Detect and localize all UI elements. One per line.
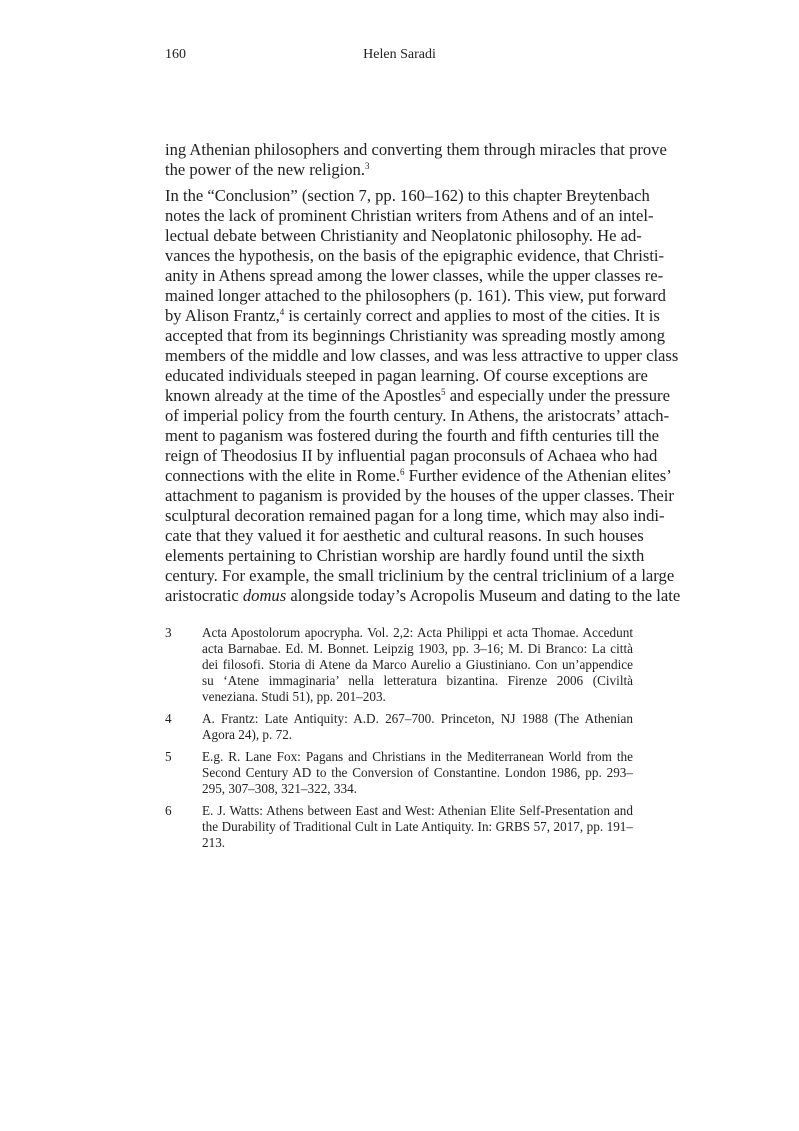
running-head: Helen Saradi [363, 47, 436, 62]
text-line: the power of the new religion.$^3$ [165, 160, 370, 179]
footnote-ref[interactable]: 6 [400, 467, 405, 477]
footnote-ref[interactable]: 5 [441, 387, 446, 397]
text-line: anity in Athens spread among the lower classes, while the upper classes re- [165, 266, 664, 285]
footnote-number: 4 [165, 711, 172, 726]
text-line: of imperial policy from the fourth century. In Athens, the aristocrats’ attach- [165, 406, 670, 425]
paragraph [165, 186, 681, 606]
footnote [165, 749, 633, 797]
text-line: notes the lack of prominent Christian writers from Athens and of an intel- [165, 206, 654, 225]
footnote-number: 6 [165, 803, 172, 818]
text-line: mained longer attached to the philosophers (p. 161). This view, put forward [165, 286, 666, 305]
text-line: connections with the elite in Rome.$^6$ Further evidence of the Athenian elites’ [165, 466, 672, 485]
text-line: attachment to paganism is provided by the houses of the upper classes. Their [165, 486, 674, 505]
footnote [165, 803, 633, 851]
text-line: educated individuals steeped in pagan learning. Of course exceptions are [165, 366, 648, 385]
footnote-number: 5 [165, 749, 172, 764]
main-text [165, 140, 681, 606]
footnote [165, 625, 633, 705]
text-line: cate that they valued it for aesthetic and cultural reasons. In such houses [165, 526, 644, 545]
text-line: known already at the time of the Apostles$^5$ and especially under the pressure [165, 386, 670, 405]
text-line: century. For example, the small triclinium by the central triclinium of a large [165, 566, 675, 585]
text-line: vances the hypothesis, on the basis of the epigraphic evidence, that Christi- [165, 246, 665, 265]
footnote-ref[interactable]: 4 [279, 307, 285, 317]
footnote-text: E. J. Watts: Athens between East and West: Athenian Elite Self-Presentation and the Durability of Traditional Cult in Late Antiquity. In: GRBS 57, 2017, pp. 191–213. [202, 803, 633, 850]
footnotes [165, 625, 633, 857]
footnote-text: A. Frantz: Late Antiquity: A.D. 267–700. Princeton, NJ 1988 (The Athenian Agora 24), p. 72. [202, 711, 633, 742]
footnote-ref[interactable]: 3 [364, 161, 370, 171]
page-number: 160 [165, 47, 186, 62]
text-line: elements pertaining to Christian worship are hardly found until the sixth [165, 546, 645, 565]
text-line: by Alison Frantz,$^4$ is certainly correct and applies to most of the cities. It is [165, 306, 660, 325]
text-line: ing Athenian philosophers and converting them through miracles that prove [165, 140, 667, 159]
text-line: reign of Theodosius II by influential pagan proconsuls of Achaea who had [165, 446, 658, 465]
text-line: lectual debate between Christianity and Neoplatonic philosophy. He ad- [165, 226, 642, 245]
footnote [165, 711, 633, 743]
text-line: members of the middle and low classes, and was less attractive to upper class [165, 346, 679, 365]
text-line: In the “Conclusion” (section 7, pp. 160–162) to this chapter Breytenbach [165, 186, 650, 205]
text-line: ment to paganism was fostered during the fourth and fifth centuries till the [165, 426, 659, 445]
footnote-text: Acta Apostolorum apocrypha. Vol. 2,2: Acta Philippi et acta Thomae. Accedunt acta Barnabae. Ed. M. Bonnet. Leipzig 1903, pp. 3–16; M. Di Branco: La città dei filosofi. Storia di Atene da Marco Aurelio a Giustiniano. Con un’appendice su ‘Atene immaginaria’ nella letteratura bizantina. Firenze 2006 (Civiltà veneziana. Studi 51), pp. 201–203. [202, 625, 633, 704]
footnote-number: 3 [165, 625, 172, 640]
footnote-text: E.g. R. Lane Fox: Pagans and Christians in the Mediterranean World from the Second Century AD to the Conversion of Constantine. London 1986, pp. 293–295, 307–308, 321–322, 334. [202, 749, 633, 796]
text-line: accepted that from its beginnings Christianity was spreading mostly among [165, 326, 666, 345]
text-line: sculptural decoration remained pagan for a long time, which may also indi- [165, 506, 665, 525]
paragraph [165, 140, 667, 180]
text-line: aristocratic domus alongside today’s Acropolis Museum and dating to the late [165, 586, 681, 605]
